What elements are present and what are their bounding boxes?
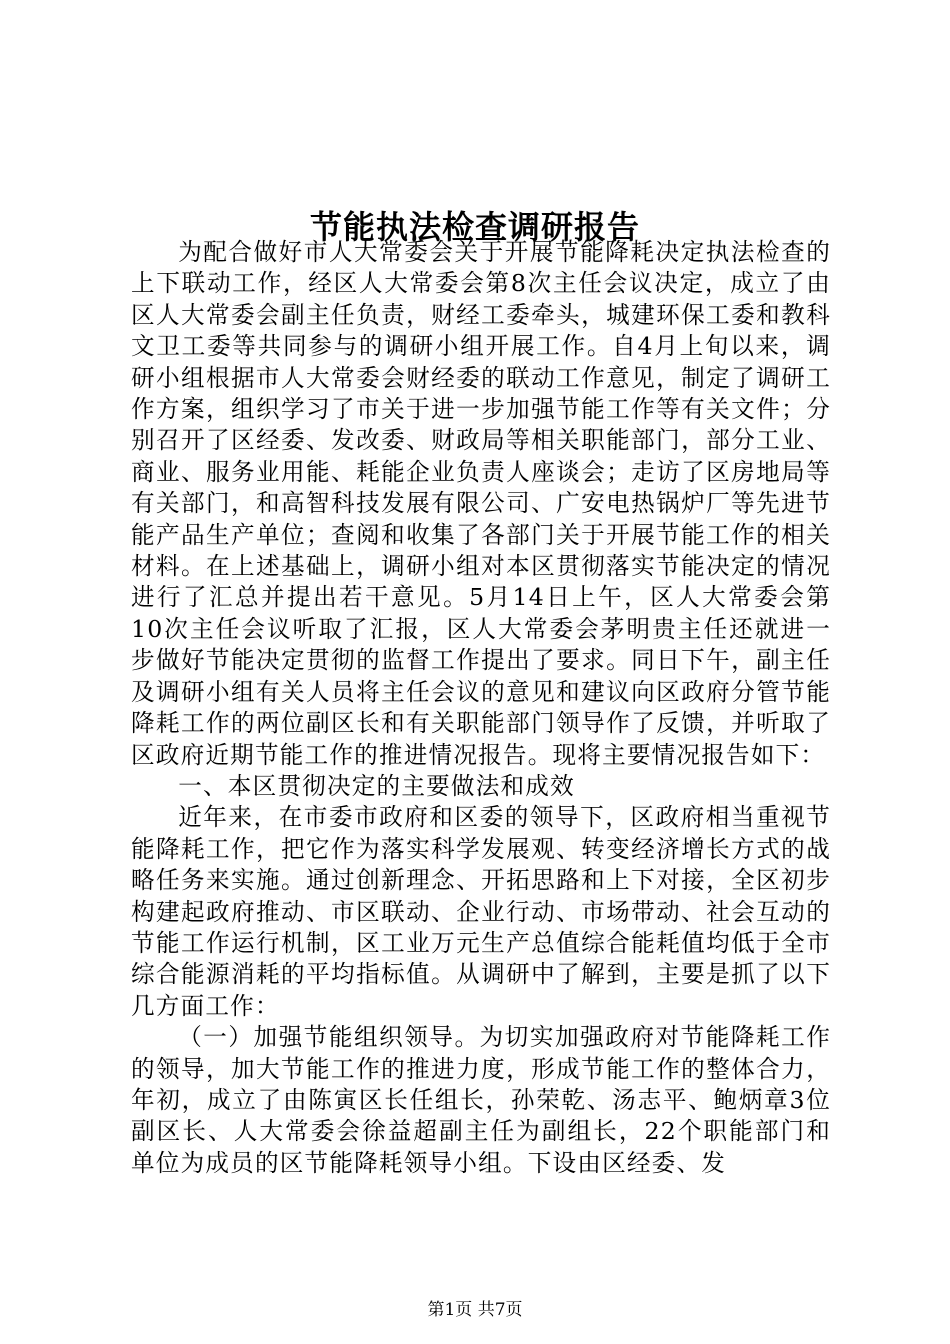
section-heading: 一、本区贯彻决定的主要做法和成效 (178, 771, 575, 800)
page-number: 第1页 共7页 (427, 1300, 523, 1320)
document-body (131, 237, 831, 1179)
intro-paragraph: 为配合做好市人大常委会关于开展节能降耗决定执法检查的上下联动工作，经区人大常委会第8次主任会议决定，成立了由区人大常委会副主任负责，财经工委牵头，城建环保工委和教科文卫工委等共同参与的调研小组开展工作。自4月上旬以来，调研小组根据市人大常委会财经委的联动工作意见，制定了调研工作方案，组织学习了市关于进一步加强节能工作等有关文件；分别召开了区经委、发改委、财政局等相关职能部门，部分工业、商业、服务业用能、耗能企业负责人座谈会；走访了区房地局等有关部门，和高智科技发展有限公司、广安电热锅炉厂等先进节能产品生产单位；查阅和收集了各部门关于开展节能工作的相关材料。在上述基础上，调研小组对本区贯彻落实节能决定的情况进行了汇总并提出若干意见。5月14日上午，区人大常委会第10次主任会议听取了汇报，区人大常委会茅明贵主任还就进一步做好节能决定贯彻的监督工作提出了要求。同日下午，副主任及调研小组有关人员将主任会议的意见和建议向区政府分管节能降耗工作的两位副区长和有关职能部门领导作了反馈，并听取了区政府近期节能工作的推进情况报告。现将主要情况报告如下： (131, 238, 831, 769)
subsection-paragraph: （一）加强节能组织领导。为切实加强政府对节能降耗工作的领导，加大节能工作的推进力度，形成节能工作的整体合力，年初，成立了由陈寅区长任组长，孙荣乾、汤志平、鲍炳章3位副区长、人大常委会徐益超副主任为副组长，22个职能部门和单位为成员的区节能降耗领导小组。下设由区经委、发 (131, 1023, 831, 1177)
document-title: 节能执法检查调研报告 (309, 208, 640, 247)
overview-paragraph: 近年来，在市委市政府和区委的领导下，区政府相当重视节能降耗工作，把它作为落实科学发展观、转变经济增长方式的战略任务来实施。通过创新理念、开拓思路和上下对接，全区初步构建起政府推动、市区联动、企业行动、市场带动、社会互动的节能工作运行机制，区工业万元生产总值综合能耗值均低于全市综合能源消耗的平均指标值。从调研中了解到，主要是抓了以下几方面工作： (131, 803, 831, 1020)
